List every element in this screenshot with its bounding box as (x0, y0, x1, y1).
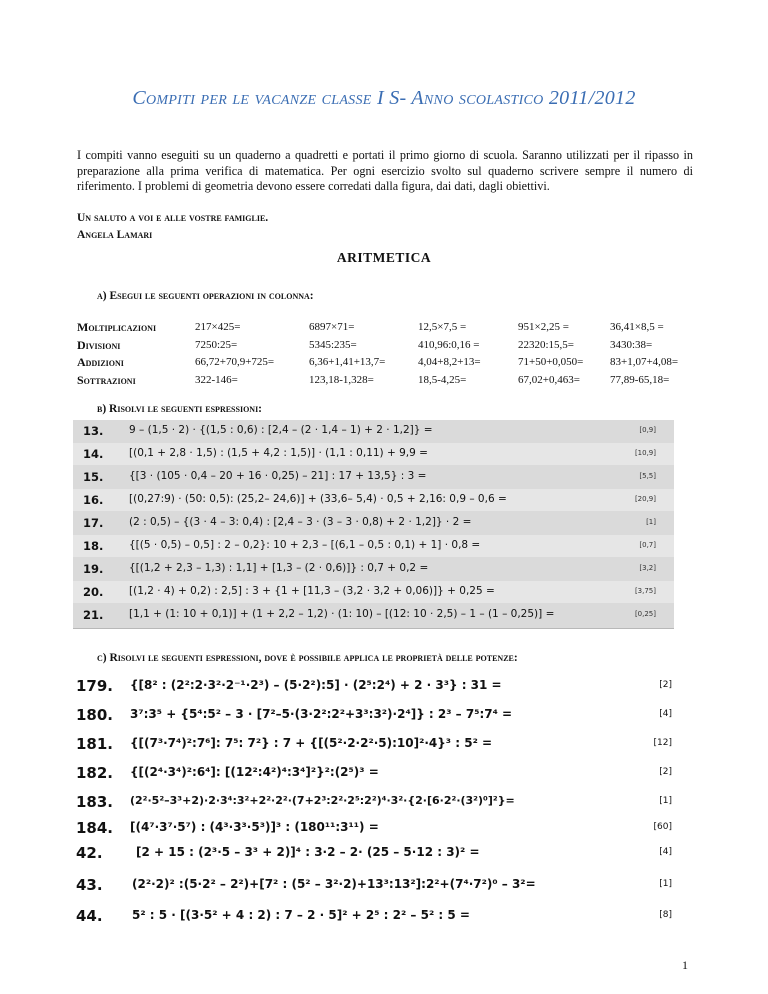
power-expression-row (76, 703, 676, 731)
operation: 7250:25= (195, 338, 238, 351)
operation: 6897×71= (309, 321, 355, 333)
expected-result: [1] (659, 879, 672, 889)
exercise-number: 43. (76, 876, 103, 894)
expression-text: 9 – (1,5 · 2) · {(1,5 : 0,6) : [2,4 – (2 · 1,4 – 1) + 2 · 1,2]} = (129, 424, 433, 436)
intro-paragraph: I compiti vanno eseguiti su un quaderno a quadretti e portati il primo giorno di scuola. Saranno utilizzati per il ripasso in preparazione alla prima verifica di matematica. Per ogni esercizio svolto sul quaderno scrivere sempre il numero di riferimento. I problemi di geometria devono essere corredati dalla figura, dai dati, dagli obiettivi. (77, 148, 693, 194)
expression-text: [(0,1 + 2,8 · 1,5) : (1,5 + 4,2 : 1,5)] · (1,1 : 0,11) + 9,9 = (129, 447, 428, 459)
expected-result: [0,7] (639, 541, 656, 549)
exercise-number: 184. (76, 819, 114, 837)
operation: 5345:235= (309, 338, 357, 351)
expression-row (73, 558, 674, 580)
title-part-1: Compiti per le vacanze classe (132, 87, 377, 109)
expression-text: {[3 · (105 · 0,4 – 20 + 16 · 0,25) – 21] : 17 + 13,5} : 3 = (129, 470, 427, 482)
exercise-number: 44. (76, 907, 103, 925)
expected-result: [1] (659, 796, 672, 806)
power-expression-row (76, 674, 676, 702)
expression-text: (2²·2)² :(5·2² – 2²)+[7² : (5² – 3²·2)+13³:13²]:2²+(7⁴·7²)⁰ – 3²= (132, 877, 536, 891)
operation: 3430:38= (610, 338, 653, 351)
expression-row (73, 489, 674, 511)
expression-row (73, 420, 674, 442)
expression-row (73, 535, 674, 557)
ops-label: Addizioni (77, 355, 124, 369)
expression-text: (2²·5²–3³+2)·2·3⁴:3²+2²·2²·(7+2³:2²·2⁵:2²)⁴·3²·{2·[6·2²·(3²)⁰]²}= (130, 794, 515, 807)
exercise-number: 16. (83, 493, 104, 507)
operation: 77,89-65,18= (610, 373, 670, 386)
operation: 22320:15,5= (518, 338, 575, 351)
exercise-number: 21. (83, 608, 104, 622)
expression-text: (2 : 0,5) – {(3 · 4 – 3: 0,4) : [2,4 – 3 · (3 – 3 · 0,8) + 2 · 1,2]} · 2 = (129, 516, 472, 528)
expression-text: {[(2⁴·3⁴)²:6⁴]: [(12²:4²)⁴:3⁴]²}²:(2⁵)³ = (130, 765, 379, 779)
expected-result: [3,2] (639, 564, 656, 572)
expression-row (73, 581, 674, 603)
expected-result: [4] (659, 847, 672, 857)
expected-result: [12] (653, 738, 672, 748)
ops-label: Sottrazioni (77, 372, 136, 387)
power-expression-row (76, 732, 676, 760)
expression-text: [(1,2 · 4) + 0,2) : 2,5] : 3 + {1 + [11,3 – (3,2 · 3,2 + 0,06)]} + 0,25 = (129, 585, 495, 597)
expected-result: [0,25] (634, 610, 656, 618)
expression-row (73, 512, 674, 534)
operation: 71+50+0,050= (518, 356, 584, 368)
operations-column (309, 319, 385, 389)
expression-text: [1,1 + (1: 10 + 0,1)] + (1 + 2,2 – 1,2) · (1: 10) – [(12: 10 · 2,5) – 1 – (1 – 0,25)] = (129, 608, 555, 620)
exercise-number: 183. (76, 793, 114, 811)
expected-result: [5,5] (639, 472, 656, 480)
expected-result: [3,75] (634, 587, 656, 595)
expression-text: {[(7³·7⁴)²:7⁶]: 7⁵: 7²} : 7 + {[(5²·2·2²·5):10]²·4}³ : 5² = (130, 736, 493, 750)
exercise-number: 182. (76, 764, 114, 782)
operation: 410,96:0,16 = (418, 338, 480, 351)
expression-text: {[(1,2 + 2,3 – 1,3) : 1,1] + [1,3 – (2 · 0,6)]} : 0,7 + 0,2 = (129, 562, 429, 574)
expression-text: 3⁷:3⁵ + {5⁴:5² – 3 · [7²–5·(3·2²:2²+3³:3²)·2⁴]} : 2³ – 7⁵:7⁴ = (130, 707, 513, 721)
exercise-number: 17. (83, 516, 104, 530)
power-expression-row (76, 904, 676, 932)
exercise-number: 42. (76, 844, 103, 862)
operation: 123,18-1,328= (309, 373, 374, 386)
page-number: 1 (682, 958, 688, 972)
operation: 83+1,07+4,08= (610, 356, 679, 368)
power-expression-row (76, 841, 676, 869)
author: Angela Lamari (77, 229, 153, 241)
title-part-3: - Anno scolastico 2011/2012 (399, 87, 636, 109)
operation: 36,41×8,5 = (610, 321, 664, 333)
operation: 951×2,25 = (518, 321, 569, 333)
operation: 4,04+8,2+13= (418, 356, 481, 368)
expression-row (73, 466, 674, 488)
power-expression-row (76, 816, 676, 844)
expressions-panel (73, 420, 674, 629)
operation: 18,5-4,25= (418, 373, 467, 386)
subheading-a: a) Esegui le seguenti operazioni in colonna: (97, 290, 314, 302)
operation: 6,36+1,41+13,7= (309, 356, 386, 368)
power-expression-row (76, 873, 676, 901)
expression-text: [2 + 15 : (2³·5 – 3³ + 2)]⁴ : 3·2 – 2· (25 – 5·12 : 3)² = (136, 845, 480, 859)
exercise-number: 20. (83, 585, 104, 599)
exercise-number: 15. (83, 470, 104, 484)
expression-row (73, 604, 674, 626)
expression-text: {[8² : (2²:2·3²·2⁻¹·2³) – (5·2²):5] · (2⁵:2⁴) + 2 · 3³} : 31 = (130, 678, 502, 692)
exercise-number: 181. (76, 735, 114, 753)
operation: 67,02+0,463= (518, 373, 580, 386)
operation: 66,72+70,9+725= (195, 356, 275, 368)
subheading-c: c) Risolvi le seguenti espressioni, dove è possibile applica le proprietà delle potenze: (97, 652, 518, 664)
expression-text: 5² : 5 · [(3·5² + 4 : 2) : 7 – 2 · 5]² + 2⁵ : 2² – 5² : 5 = (132, 908, 470, 922)
operation: 12,5×7,5 = (418, 321, 467, 333)
title-part-2: I S (376, 87, 400, 109)
exercise-number: 180. (76, 706, 114, 724)
operations-column (610, 319, 678, 389)
expected-result: [2] (659, 767, 672, 777)
expected-result: [0,9] (639, 426, 656, 434)
ops-label: Divisioni (77, 337, 121, 352)
operations-column (195, 319, 274, 389)
expression-text: {[(5 · 0,5) – 0,5] : 2 – 0,2}: 10 + 2,3 – [(6,1 – 0,5 : 0,1) + 1] · 0,8 = (129, 539, 481, 551)
expected-result: [10,9] (634, 449, 656, 457)
expected-result: [1] (646, 518, 656, 526)
operation: 217×425= (195, 321, 241, 333)
expected-result: [4] (659, 709, 672, 719)
exercise-number: 19. (83, 562, 104, 576)
expected-result: [20,9] (634, 495, 656, 503)
ops-label: Moltiplicazioni (77, 320, 157, 334)
operations-labels (77, 319, 156, 389)
expected-result: [8] (659, 910, 672, 920)
expected-result: [2] (659, 680, 672, 690)
exercise-number: 18. (83, 539, 104, 553)
operation: 322-146= (195, 373, 238, 386)
subheading-b: b) Risolvi le seguenti espressioni: (97, 403, 263, 415)
exercise-number: 13. (83, 424, 104, 438)
expression-text: [(0,27:9) · (50: 0,5): (25,2– 24,6)] + (33,6– 5,4) · 0,5 + 2,16: 0,9 – 0,6 = (129, 493, 507, 505)
expression-row (73, 443, 674, 465)
exercise-number: 179. (76, 677, 114, 695)
power-expression-row (76, 761, 676, 789)
expected-result: [60] (653, 822, 672, 832)
operations-column (418, 319, 481, 389)
power-expression-row (76, 790, 676, 818)
exercise-number: 14. (83, 447, 104, 461)
operations-column (518, 319, 583, 389)
greeting: Un saluto a voi e alle vostre famiglie. (77, 212, 269, 224)
page-title (0, 87, 768, 110)
expression-text: [(4⁷·3⁷·5⁷) : (4³·3³·5³)]³ : (180¹¹:3¹¹) = (130, 820, 379, 834)
section-title: ARITMETICA (336, 250, 432, 265)
